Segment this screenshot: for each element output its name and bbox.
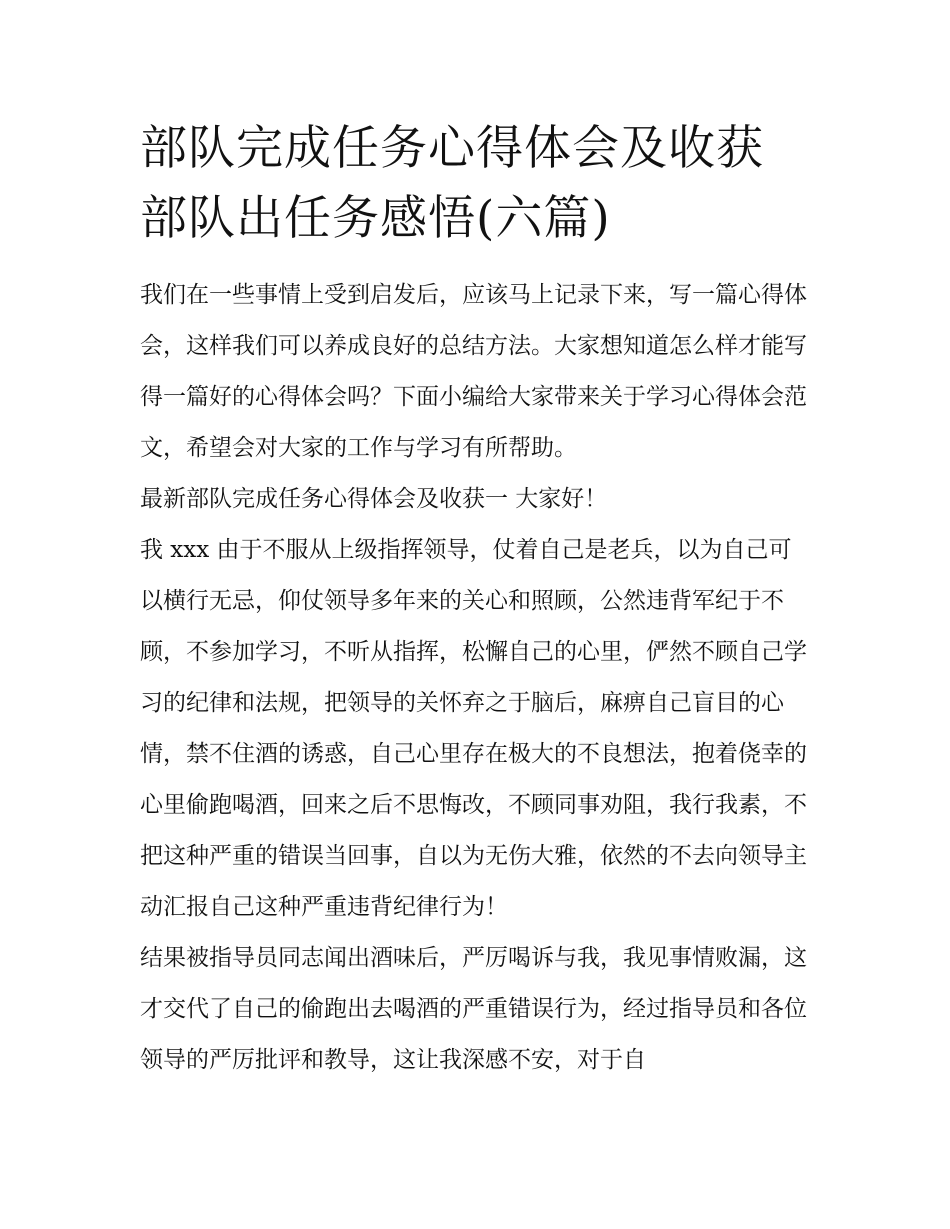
title-line-1: 部队完成任务心得体会及收获: [140, 121, 764, 176]
section-heading: 最新部队完成任务心得体会及收获一 大家好！: [140, 486, 608, 512]
section: [140, 474, 812, 1086]
title-line-2: 部队出任务感悟(六篇): [140, 191, 611, 246]
intro-paragraph: [140, 270, 812, 474]
document-content: [140, 114, 812, 1086]
body-paragraph-1: 我 xxx 由于不服从上级指挥领导，仗着自己是老兵，以为自己可以横行无忌，仰仗领导多年来的关心和照顾，公然违背军纪于不顾，不参加学习，不听从指挥，松懈自己的心里，俨然不顾自己学习的纪律和法规，把领导的关怀弃之于脑后，麻痹自己盲目的心情，禁不住酒的诱惑，自己心里存在极大的不良想法，抱着侥幸的心里偷跑喝酒，回来之后不思悔改，不顾同事劝阻，我行我素，不把这种严重的错误当回事，自以为无伤大雅，依然的不去向领导主动汇报自己这种严重违背纪律行为！: [140, 537, 807, 920]
body-paragraph-2: 结果被指导员同志闻出酒味后，严厉喝诉与我，我见事情败漏，这才交代了自己的偷跑出去喝酒的严重错误行为，经过指导员和各位领导的严厉批评和教导，这让我深感不安，对于自: [140, 945, 807, 1073]
intro-text: 我们在一些事情上受到启发后，应该马上记录下来，写一篇心得体会，这样我们可以养成良好的总结方法。大家想知道怎么样才能写得一篇好的心得体会吗？下面小编给大家带来关于学习心得体会范文，希望会对大家的工作与学习有所帮助。: [140, 282, 807, 461]
document-title: [140, 114, 812, 254]
